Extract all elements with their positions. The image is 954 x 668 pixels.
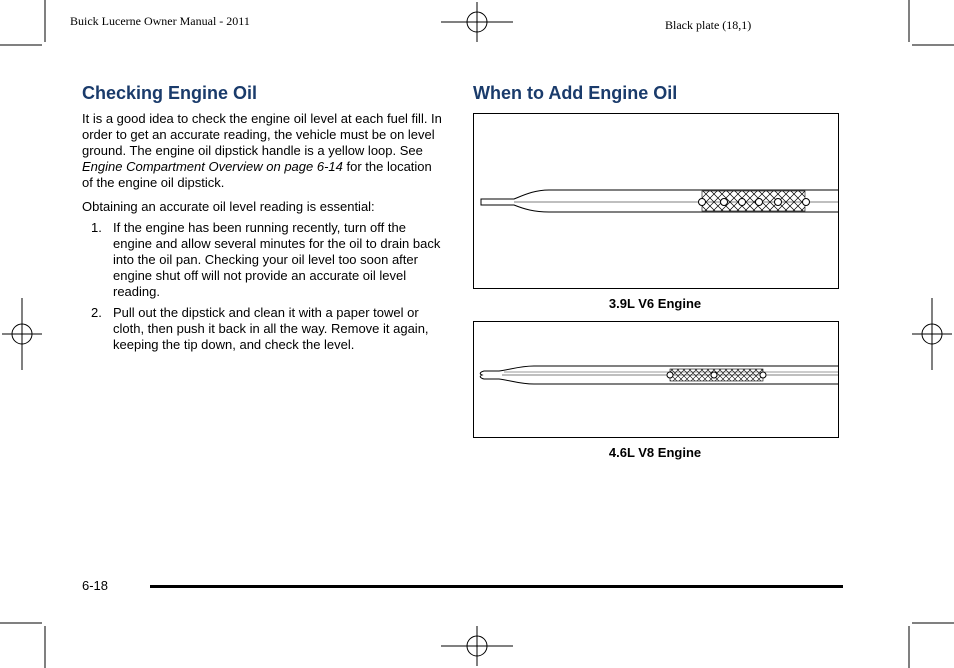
page-number: 6-18 [82, 578, 109, 593]
dipstick-illustration-v8 [473, 321, 839, 438]
figure-caption-v8: 4.6L V8 Engine [608, 445, 702, 460]
list-item-number: 1. [91, 220, 102, 235]
section-title-checking-engine-oil: Checking Engine Oil [82, 83, 258, 103]
registration-mark-right [912, 298, 952, 370]
lead-in-paragraph: Obtaining an accurate oil level reading is essential: [82, 199, 375, 214]
list-item-text: If the engine has been running recently, turn off the engine and allow several minutes for the oil to drain back into the oil pan. Checking your oil level too soon after engine shut off will not provide an accurate oil level reading. [113, 220, 441, 299]
section-title-when-to-add-engine-oil: When to Add Engine Oil [473, 83, 678, 103]
figure-caption-v6: 3.9L V6 Engine [608, 296, 702, 311]
header-manual-title: Buick Lucerne Owner Manual - 2011 [70, 14, 250, 28]
dipstick-v8-drawing [474, 322, 838, 437]
registration-mark-top [441, 2, 513, 42]
cross-reference-link[interactable]: Engine Compartment Overview on page 6-14 [82, 159, 343, 174]
list-item-number: 2. [91, 305, 102, 320]
list-item-text: Pull out the dipstick and clean it with a paper towel or cloth, then push it back in all the way. Remove it again, keeping the tip down, and check the level. [113, 305, 429, 352]
dipstick-illustration-v6 [473, 113, 839, 289]
intro-text-part2: for the location of the engine oil dipstick. [82, 159, 432, 190]
header-plate-label: Black plate (18,1) [665, 18, 752, 32]
registration-mark-left [2, 298, 42, 370]
intro-text-part1: It is a good idea to check the engine oil level at each fuel fill. In order to get an accurate reading, the vehicle must be on level ground. The engine oil dipstick handle is a yellow loop. See [82, 111, 442, 158]
registration-mark-bottom [441, 626, 513, 666]
dipstick-v6-drawing [474, 114, 838, 288]
footer-rule [150, 585, 843, 588]
intro-paragraph [82, 111, 446, 191]
